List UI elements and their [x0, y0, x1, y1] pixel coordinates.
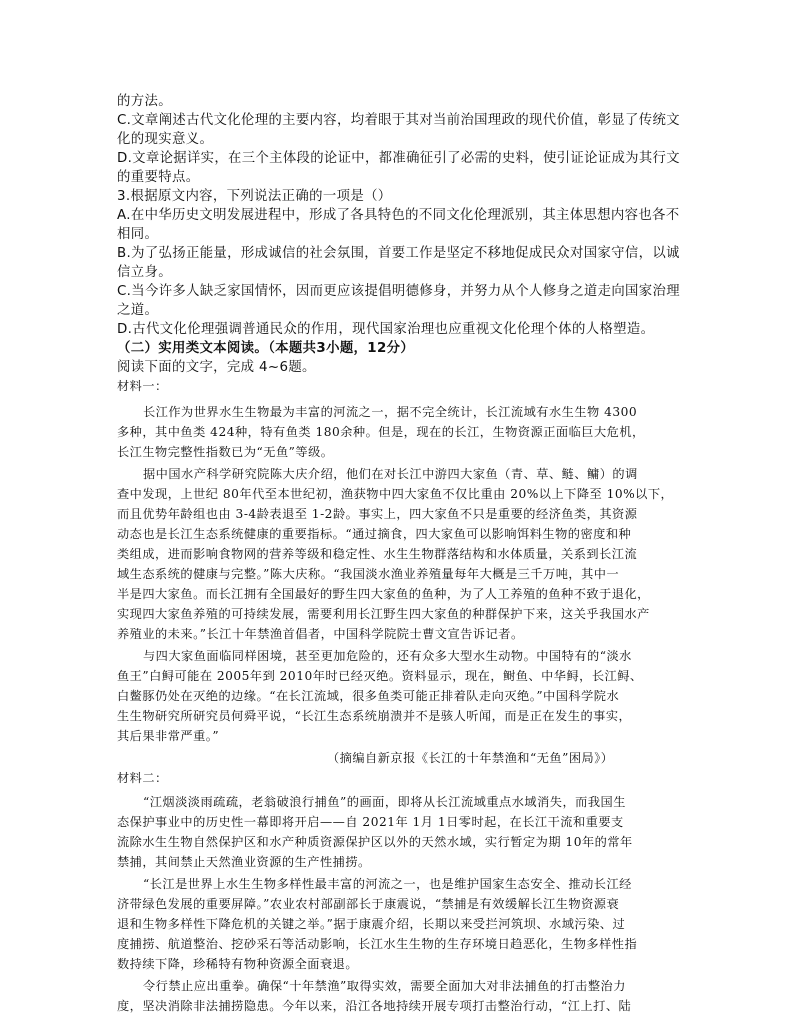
paragraph-line: 济带绿色发展的重要屏障。”农业农村部副部长于康震说，“禁捕是有效缓解长江生物资源衰 — [117, 897, 620, 911]
option-c-line: C.当今许多人缺乏家国情怀，因而更应该提倡明德修身，并努力从个人修身之道走向国家治理 — [117, 284, 680, 299]
section-heading: （二）实用类文本阅读。（本题共3小题，12分） — [117, 341, 415, 356]
paragraph-line: 流除水生生物自然保护区和水产种质资源保护区以外的天然水域，实行暂定为期 10年的常年 — [117, 835, 633, 849]
paragraph-line: 长江生物完整性指数已为“无鱼”等级。 — [117, 445, 334, 459]
material-2-label: 材料二： — [117, 771, 168, 785]
option-c-line: 化的现实意义。 — [117, 132, 214, 147]
paragraph-line: 长江作为世界水生生物最为丰富的河流之一，据不完全统计，长江流域有水生生物 4300 — [143, 405, 638, 419]
option-d-line: D.古代文化伦理强调普通民众的作用，现代国家治理也应重视文化伦理个体的人格塑造。 — [117, 322, 655, 337]
paragraph-line: 退和生物多样性下降危机的关键之举。”据于康震介绍，长期以来受拦河筑坝、水域污染、过 — [117, 917, 626, 931]
paragraph-line: 禁捕，其间禁止天然渔业资源的生产性捕捞。 — [117, 855, 371, 869]
paragraph-line: 令行禁止应出重拳。确保“十年禁渔”取得实效，需要全面加大对非法捕鱼的打击整治力 — [143, 979, 626, 993]
option-b-line: B.为了弘扬正能量，形成诚信的社会氛围，首要工作是坚定不移地促成民众对国家守信，以诚 — [117, 246, 680, 261]
text-line: 的方法。 — [117, 94, 172, 109]
option-c-line: C.文章阐述古代文化伦理的主要内容，均着眼于其对当前治国理政的现代价值，彰显了传统文 — [117, 113, 680, 128]
paragraph-line: 实现四大家鱼养殖的可持续发展，需要利用长江野生四大家鱼的种群保护下来，这关乎我国水产 — [117, 607, 650, 621]
paragraph-line: 鱼王”白鲟可能在 2005年到 2010年时已经灭绝。资料显示，现在，鲥鱼、中华鲟，长江鲟、 — [117, 669, 643, 683]
section-instruction: 阅读下面的文字，完成 4~6题。 — [117, 360, 316, 375]
option-c-line: 之道。 — [117, 303, 159, 318]
paragraph-line: 类组成，进而影响食物网的营养等级和稳定性、水生生物群落结构和水体质量，关系到长江流 — [117, 547, 638, 561]
paragraph-line: 与四大家鱼面临同样困境，甚至更加危险的，还有众多大型水生动物。中国特有的“淡水 — [143, 649, 632, 663]
paragraph-line: 生生物研究所研究员何舜平说，“长江生态系统崩溃并不是骇人听闻，而是正在发生的事实， — [117, 709, 632, 723]
paragraph-line: 白鳖豚仍处在灭绝的边缘。“在长江流域，很多鱼类可能正排着队走向灭绝。”中国科学院水 — [117, 689, 620, 703]
paragraph-line: “长江是世界上水生生物多样性最丰富的河流之一，也是维护国家生态安全、推动长江经 — [143, 877, 632, 891]
option-b-line: 信立身。 — [117, 265, 172, 280]
paragraph-line: 而且优势年龄组也由 3-4龄表退至 1-2龄。事实上，四大家鱼不只是重要的经济鱼类，其资源 — [117, 507, 638, 521]
material-1-label: 材料一： — [117, 379, 168, 393]
paragraph-line: “江烟淡淡雨疏疏，老翁破浪行捕鱼”的画面，即将从长江流域重点水域消失，而我国生 — [143, 795, 626, 809]
question-3: 3.根据原文内容，下列说法正确的一项是（） — [117, 189, 392, 204]
paragraph-line: 度捕捞、航道整治、挖砂采石等活动影响，长江水生生物的生存环境日趋恶化，生物多样性指 — [117, 937, 638, 951]
option-a-line: 相同。 — [117, 227, 159, 242]
source-citation: （摘编自新京报《长江的十年禁渔和“无鱼”困局》） — [327, 751, 614, 765]
option-d-line: 的重要特点。 — [117, 170, 200, 185]
option-d-line: D.文章论据详实，在三个主体段的论证中，都准确征引了必需的史料，使引证论证成为其行文 — [117, 151, 680, 166]
paragraph-line: 多种，其中鱼类 424种，特有鱼类 180余种。但是，现在的长江，生物资源正面临巨大危机， — [117, 425, 645, 439]
paragraph-line: 度，坚决消除非法捕捞隐患。今年以来，沿江各地持续开展专项打击整治行动，“江上打、陆 — [117, 999, 632, 1013]
paragraph-line: 养殖业的未来。”长江十年禁渔首倡者，中国科学院院士曹文宣告诉记者。 — [117, 627, 524, 641]
option-a-line: A.在中华历史文明发展进程中，形成了各具特色的不同文化伦理派别，其主体思想内容也各不 — [117, 208, 680, 223]
paragraph-line: 态保护事业中的历史性一幕即将开启——自 2021年 1月 1日零时起，在长江干流和重要支 — [117, 815, 624, 829]
paragraph-line: 半是四大家鱼。而长江拥有全国最好的野生四大家鱼的鱼种，为了人工养殖的鱼种不致于退化， — [117, 587, 650, 601]
paragraph-line: 查中发现，上世纪 80年代至本世纪初，渔获物中四大家鱼不仅比重由 20%以上下降至 10%以下， — [117, 487, 674, 501]
paragraph-line: 数持续下降，珍稀特有物种资源全面衰退。 — [117, 957, 359, 971]
paragraph-line: 据中国水产科学研究院陈大庆介绍，他们在对长江中游四大家鱼（青、草、鲢、鳙）的调 — [143, 467, 638, 481]
paragraph-line: 动态也是长江生态系统健康的重要指标。“通过摘食，四大家鱼可以影响饵料生物的密度和种 — [117, 527, 632, 541]
paragraph-line: 域生态系统的健康与完整。”陈大庆称。“我国淡水渔业养殖量每年大概是三千万吨，其中一 — [117, 567, 620, 581]
paragraph-line: 其后果非常严重。” — [117, 729, 220, 743]
